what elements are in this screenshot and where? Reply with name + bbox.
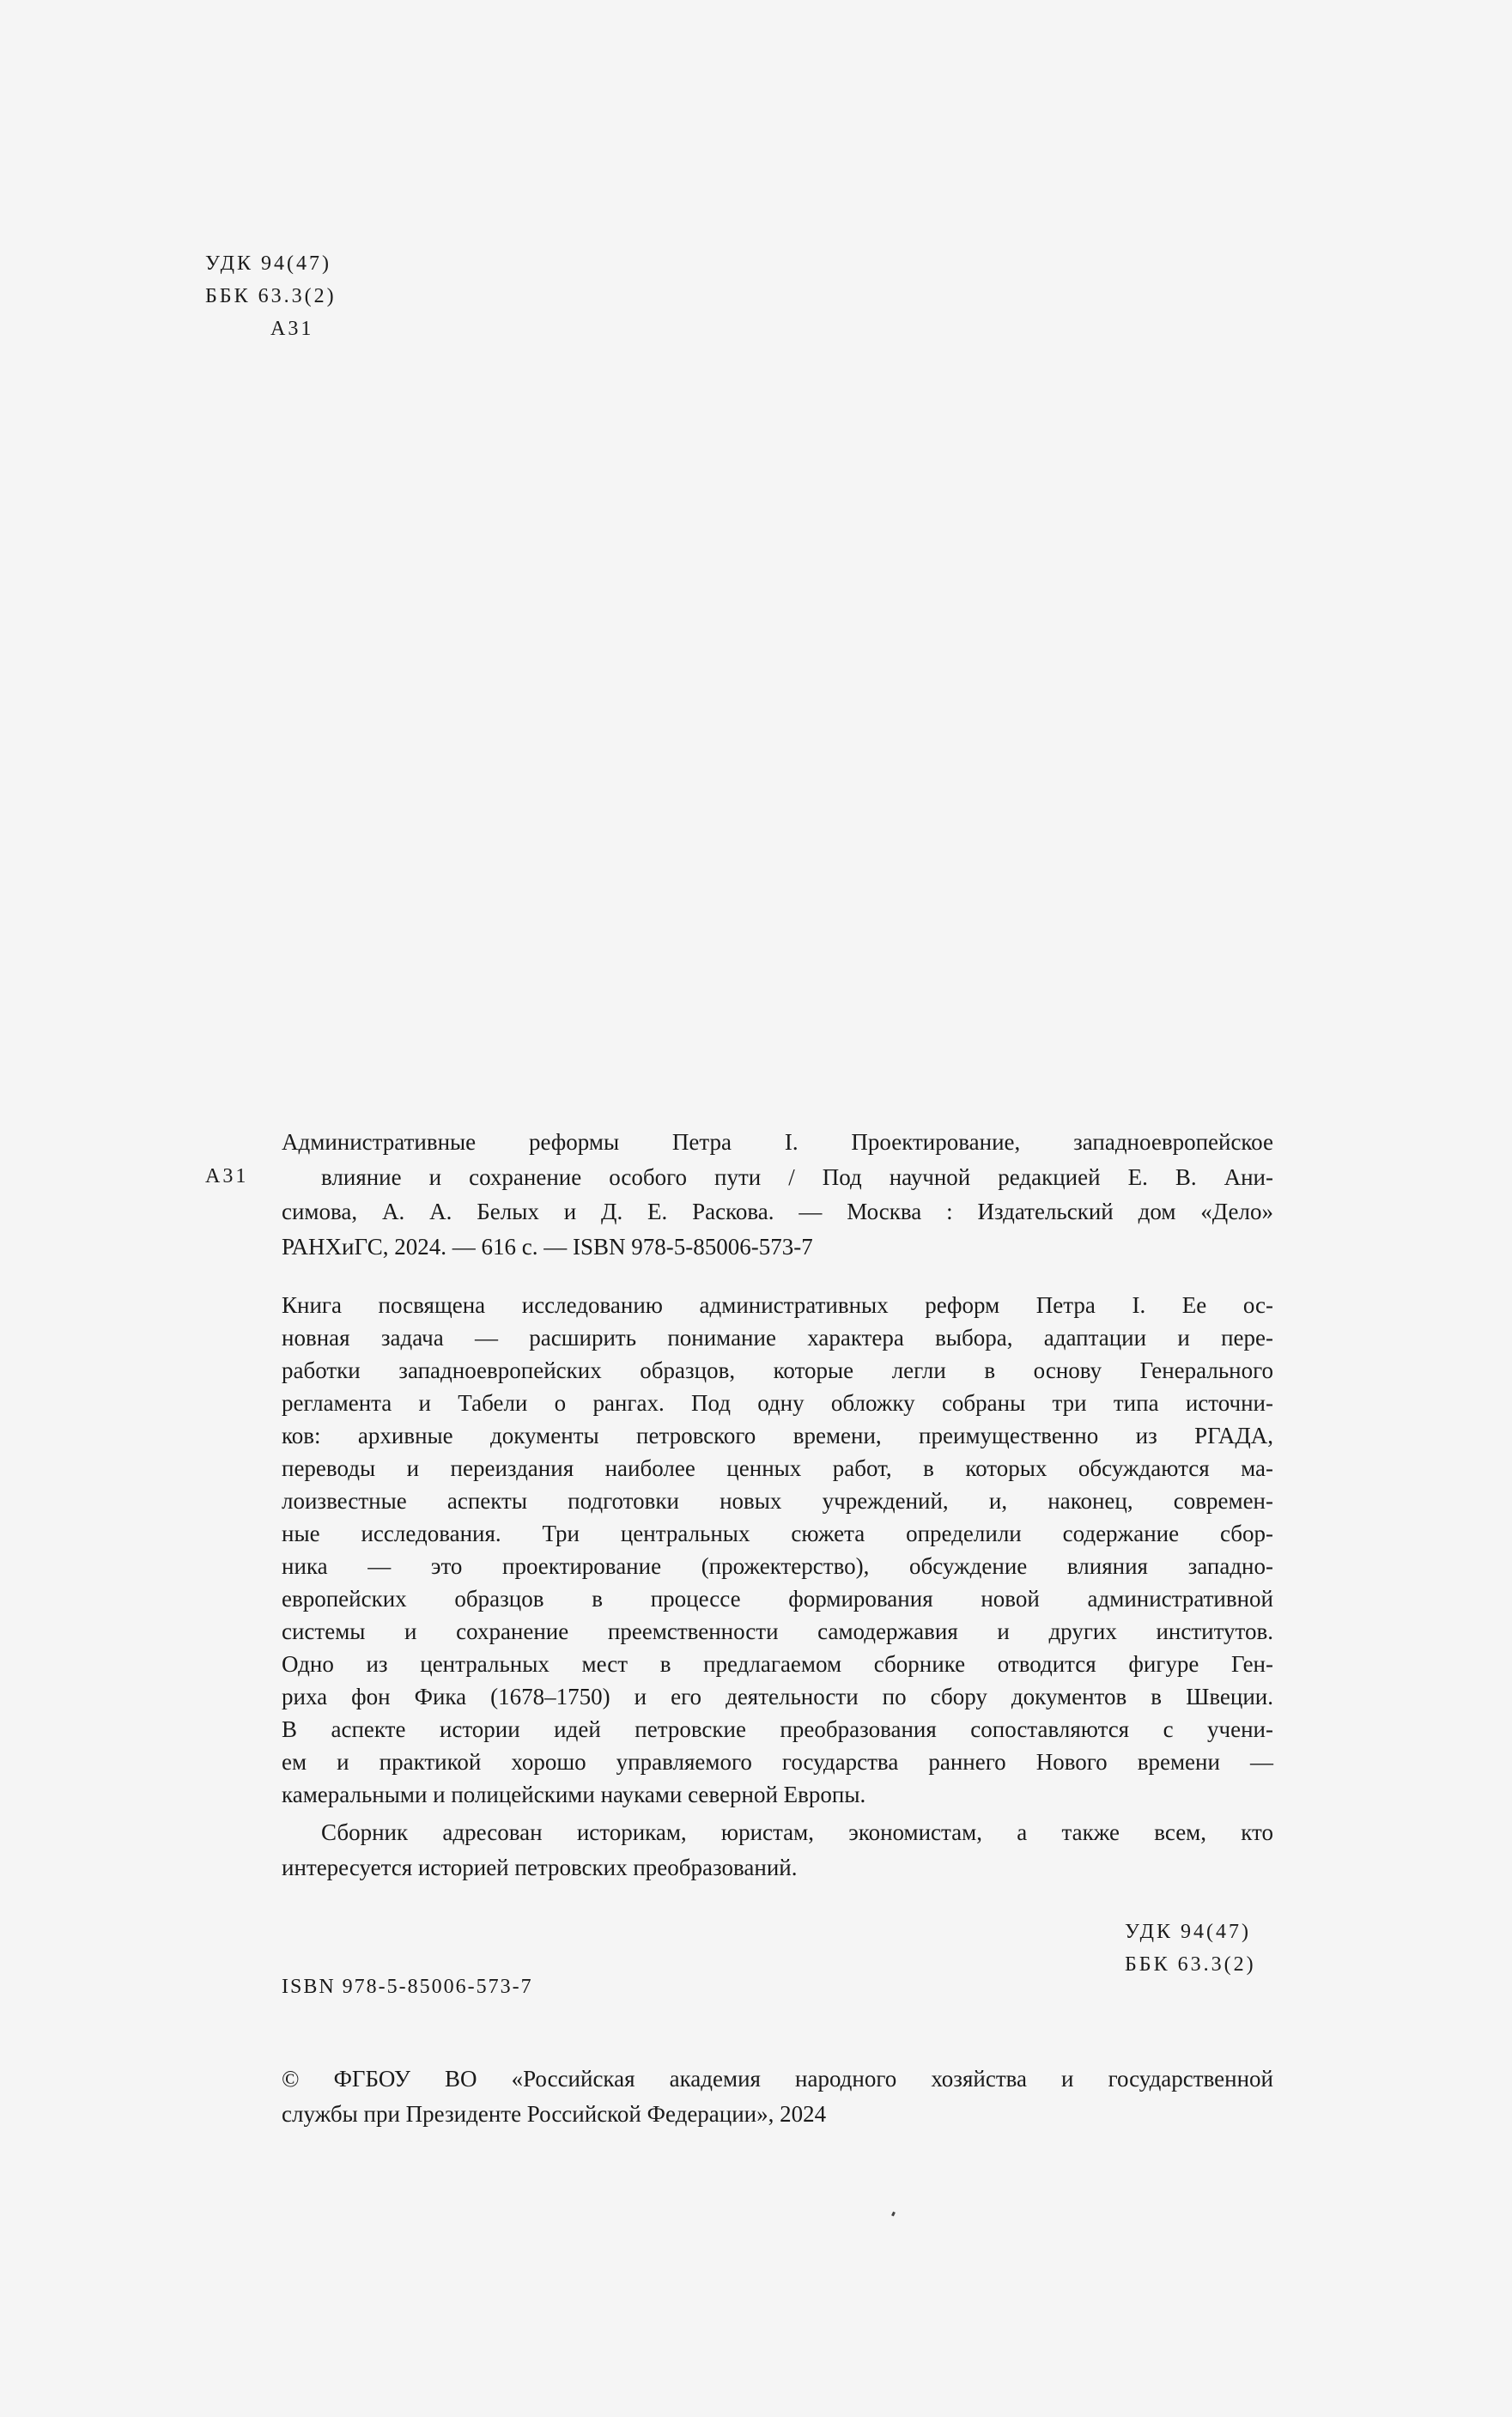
text-line: работки западноевропейских образцов, которые легли в основу Генерального bbox=[282, 1357, 1273, 1383]
print-speck bbox=[891, 2212, 896, 2217]
text-line: Одно из центральных мест в предлагаемом сборнике отводится фигуре Ген- bbox=[282, 1651, 1273, 1677]
text-line: влияние и сохранение особого пути / Под научной редакцией Е. В. Ани- bbox=[321, 1163, 1273, 1190]
text-line: ные исследования. Три центральных сюжета определили содержание сбор- bbox=[282, 1521, 1273, 1546]
bbk-code-bottom: ББК 63.3(2) bbox=[1125, 1953, 1256, 1976]
author-mark: А31 bbox=[270, 318, 314, 340]
text-line: камеральными и полицейскими науками северной Европы. bbox=[282, 1782, 866, 1807]
text-line: европейских образцов в процессе формирования новой административной bbox=[282, 1586, 1273, 1612]
text-line: интересуется историей петровских преобразований. bbox=[282, 1854, 798, 1880]
text-line: © ФГБОУ ВО «Российская академия народного хозяйства и государственной bbox=[282, 2066, 1273, 2092]
bbk-code: ББК 63.3(2) bbox=[205, 285, 337, 307]
udk-code-bottom: УДК 94(47) bbox=[1125, 1921, 1251, 1943]
text-line: РАНХиГС, 2024. — 616 с. — ISBN 978-5-85006-573-7 bbox=[282, 1233, 813, 1260]
text-line: новная задача — расширить понимание характера выбора, адаптации и пере- bbox=[282, 1325, 1273, 1351]
text-line: переводы и переиздания наиболее ценных работ, в которых обсуждаются ма- bbox=[282, 1455, 1273, 1481]
text-line: системы и сохранение преемственности самодержавия и других институтов. bbox=[282, 1618, 1273, 1644]
top-classification-codes bbox=[205, 247, 337, 345]
isbn: ISBN 978-5-85006-573-7 bbox=[282, 1976, 533, 1998]
text-line: Сборник адресован историкам, юристам, экономистам, а также всем, кто bbox=[321, 1819, 1273, 1845]
text-line: лоизвестные аспекты подготовки новых учреждений, и, наконец, современ- bbox=[282, 1488, 1273, 1514]
text-line: симова, А. А. Белых и Д. Е. Раскова. — Москва : Издательский дом «Дело» bbox=[282, 1199, 1273, 1225]
bibliographic-record bbox=[282, 1125, 1273, 1264]
text-line: ем и практикой хорошо управляемого государства раннего Нового времени — bbox=[282, 1749, 1273, 1775]
annotation-paragraph-2 bbox=[282, 1815, 1273, 1885]
text-line: В аспекте истории идей петровские преобразования сопоставляются с учени- bbox=[282, 1716, 1273, 1742]
copyright-notice bbox=[282, 2062, 1273, 2131]
record-author-mark: А31 bbox=[205, 1165, 249, 1187]
text-line: риха фон Фика (1678–1750) и его деятельности по сбору документов в Швеции. bbox=[282, 1684, 1273, 1710]
bottom-classification-codes bbox=[1125, 1916, 1256, 1981]
annotation-paragraph-1 bbox=[282, 1289, 1273, 1811]
udk-code: УДК 94(47) bbox=[205, 252, 331, 275]
text-line: Книга посвящена исследованию административных реформ Петра I. Ее ос- bbox=[282, 1292, 1273, 1318]
text-line: службы при Президенте Российской Федерации», 2024 bbox=[282, 2100, 827, 2127]
text-line: ника — это проектирование (прожектерство), обсуждение влияния западно- bbox=[282, 1553, 1273, 1579]
text-line: регламента и Табели о рангах. Под одну обложку собраны три типа источни- bbox=[282, 1390, 1273, 1416]
text-line: ков: архивные документы петровского времени, преимущественно из РГАДА, bbox=[282, 1423, 1273, 1448]
text-line: Административные реформы Петра I. Проектирование, западноевропейское bbox=[282, 1129, 1273, 1155]
